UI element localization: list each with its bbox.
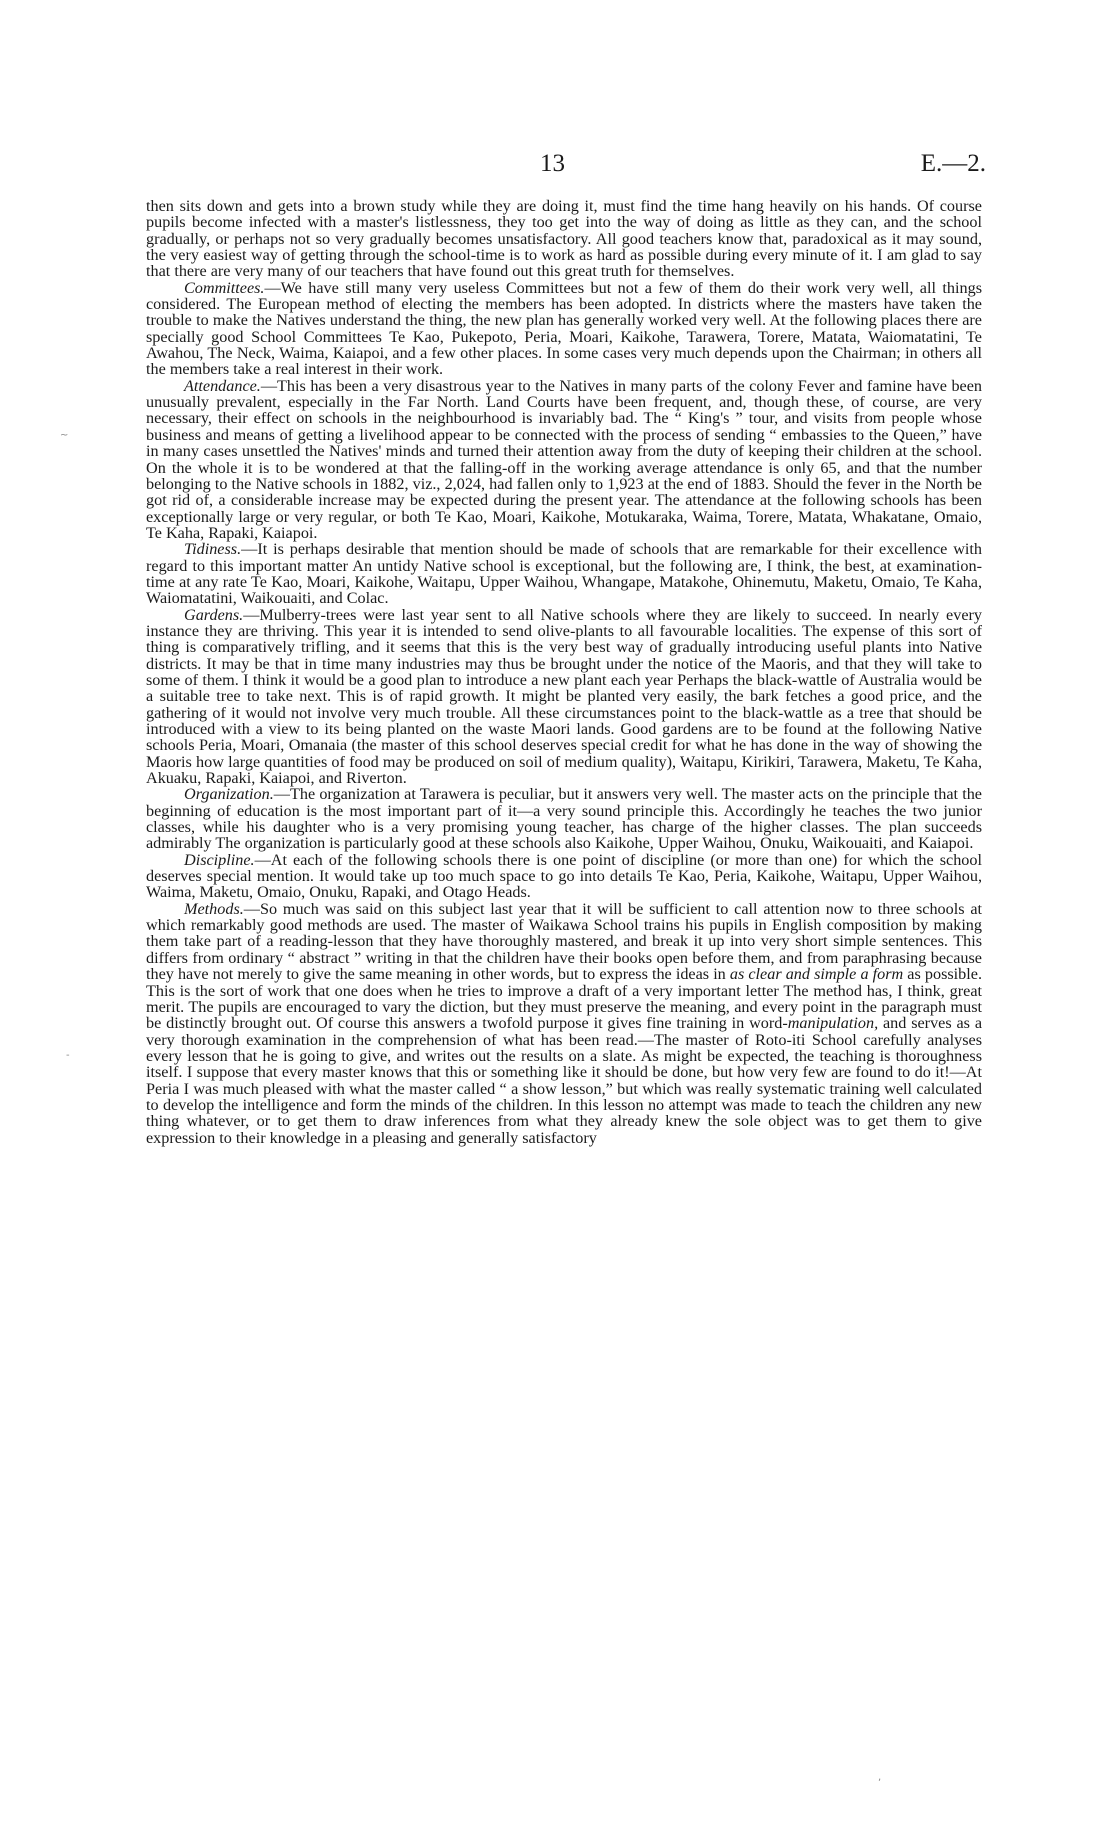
margin-mark: , [878,1772,882,1783]
paragraph-text: —The organization at Tarawera is peculiar, but it answers very well. The master acts on the principle that the beginning of education is the most important part of it—a very sound principle this. Accordingly he teaches the two junior classes, while his daughter who is a very promising young teacher, has charge of the higher classes. The plan succeeds admirably The organization is particularly good at these schools also Kaikohe, Upper Waihou, Onuku, Waikouaiti, and Kaiapoi. [146,785,982,853]
paragraph-text: —Mulberry-trees were last year sent to all Native schools where they are likely to succeed. In nearly every instance they are thriving. This year it is intended to send olive-plants to all favourable localities. The expense of this sort of thing is comparatively trifling, and it seems that this is the very best way of gradually introducing useful plants into Native districts. It may be that in time many industries may thus be brought under the notice of the Maoris, and that they will take to some of them. I think it would be a good plan to introduce a new plant each year Perhaps the black-wattle of Australia would be a suitable tree to take next. This is of rapid growth. It might be planted very easily, the bark fetches a good price, and the gathering of it would not involve very much trouble. All these circumstances point to the black-wattle as a tree that should be introduced with a view to its being planted on the waste Maori lands. Good gardens are to be found at the following Native schools Peria, Moari, Omanaia (the master of this school deserves special credit for what he has done in the way of showing the Maoris how large quantities of food may be produced on soil of medium quality), Waitapu, Kirikiri, Tarawera, Maketu, Te Kaha, Akuaku, Rapaki, Kaiapoi, and Riverton. [146,605,982,788]
paragraph-attendance [146,378,982,541]
paragraph-methods [146,901,982,1146]
page-number: 13 [540,150,565,177]
section-title-discipline: Discipline. [184,850,255,869]
paragraph-continuation: then sits down and gets into a brown study while they are doing it, must find the time hang heavily on his hands. Of course pupils become infected with a master's listlessness, they too get into the way of doing as little as they can, and the school gradually, or perhaps not so very gradually becomes unsatisfactory. All good teachers know that, paradoxical as it may sound, the very easiest way of getting through the school-time is to work as hard as possible during every minute of it. I am glad to say that there are very many of our teachers that have found out this great truth for themselves. [146,197,982,281]
paragraph-text: and serves as a very thorough examination in the comprehension of what has been read.—The master of Roto-iti School carefully analyses every lesson that he is going to give, and writes out the results on a slate. As might be expected, the teaching is thoroughness itself. I suppose that every master knows that this or something like it should be done, but how very few are found to do it!—At Peria I was much pleased with what the master called “ a show lesson,” but which was really systematic training well calculated to develop the intelligence and form the minds of the children. In this lesson no attempt was made to teach the children any new thing whatever, or to get them to draw inferences from what they already knew the sole object was to get them to give expression to their knowledge in a pleasing and generally satisfactory [146,1014,983,1147]
paragraph-text: —So much was said on this subject last year that it will be sufficient to call attention now to three schools at which remarkably good methods are used. The master of Waikawa School trains his pupils in English composition by making them take part of a reading-lesson that they have thoroughly mastered, and break it up into very short simple sentences. This differs from ordinary “ abstract ” writing in that the children have their books open before them, and from paraphrasing because they have not merely to give the same meaning in other words, but to express the ideas in [146,899,982,984]
section-title-gardens: Gardens. [184,605,244,624]
section-title-tidiness: Tidiness. [184,540,242,559]
paragraph-text: —This has been a very disastrous year to the Natives in many parts of the colony Fever and famine have been unusually prevalent, especially in the Far North. Land Courts have been frequent, and, though these, of course, are very necessary, their effect on schools in the neighbourhood is invariably bad. The “ King's ” tour, and visits from people whose business and means of getting a livelihood appear to be connected with the process of sending “ embassies to the Queen,” have in many cases unsettled the Natives' minds and turned their attention away from the duty of keeping their children at the school. On the whole it is to be wondered at that the falling-off in the working average attendance is only 65, and that the number belonging to the Native schools in 1882, viz., 2,024, had fallen only to 1,923 at the end of 1883. Should the fever in the North be got rid of, a considerable increase may be expected during the present year. The attendance at the following schools has been exceptionally large or very regular, or both Te Kao, Moari, Kaikohe, Motukaraka, Waima, Torere, Matata, Whakatane, Omaio, Te Kaha, Rapaki, Kaiapoi. [146,376,982,542]
paragraph-organization [146,786,982,851]
paragraph-text: as possible. This is the sort of work that one does when he tries to improve a draft of a very important letter The method has, I think, great merit. The pupils are encouraged to vary the diction, but they must preserve the meaning, and every point in the paragraph must be distinctly brought out. Of course this answers a twofold purpose it gives fine training in word- [146,965,982,1033]
paragraph-tidiness [146,541,982,606]
margin-mark: ~ [60,430,69,441]
section-title-organization: Organization. [184,785,274,804]
section-title-committees: Committees. [184,278,265,297]
paragraph-discipline [146,852,982,901]
document-reference: E.—2. [920,150,986,177]
section-title-methods: Methods. [184,899,244,918]
paragraph-gardens [146,607,982,787]
body-text [146,198,982,1146]
section-title-attendance: Attendance. [184,376,261,395]
page-header [0,150,1114,190]
emphasis-text: as clear and simple a form [729,965,904,984]
paragraph-text: —It is perhaps desirable that mention should be made of schools that are remarkable for their excellence with regard to this important matter An untidy Native school is exceptional, but the following are, I think, the best, at examination-time at any rate Te Kao, Moari, Kaikohe, Waitapu, Upper Waihou, Whangape, Matakohe, Ohinemutu, Maketu, Omaio, Te Kaha, Waiomatatini, Waikouaiti, and Colac. [146,540,982,608]
emphasis-text: manipulation, [787,1014,879,1033]
paragraph-text: —We have still many very useless Committees but not a few of them do their work very well, all things considered. The European method of electing the members has been adopted. In districts where the masters have taken the trouble to make the Natives understand the thing, the new plan has generally worked very well. At the following places there are specially good School Committees Te Kao, Pukepoto, Peria, Moari, Kaikohe, Tarawera, Torere, Matata, Waiomatatini, Te Awahou, The Neck, Waima, Kaiapoi, and a few other places. In some cases very much depends upon the Chairman; in others all the members take a real interest in their work. [146,278,982,379]
paragraph-committees [146,280,982,378]
paragraph-text: —At each of the following schools there is one point of discipline (or more than one) for which the school deserves special mention. It would take up too much space to go into details Te Kao, Peria, Kaikohe, Waitapu, Upper Waihou, Waima, Maketu, Omaio, Onuku, Rapaki, and Otago Heads. [146,850,982,902]
margin-mark: - [66,1050,70,1061]
